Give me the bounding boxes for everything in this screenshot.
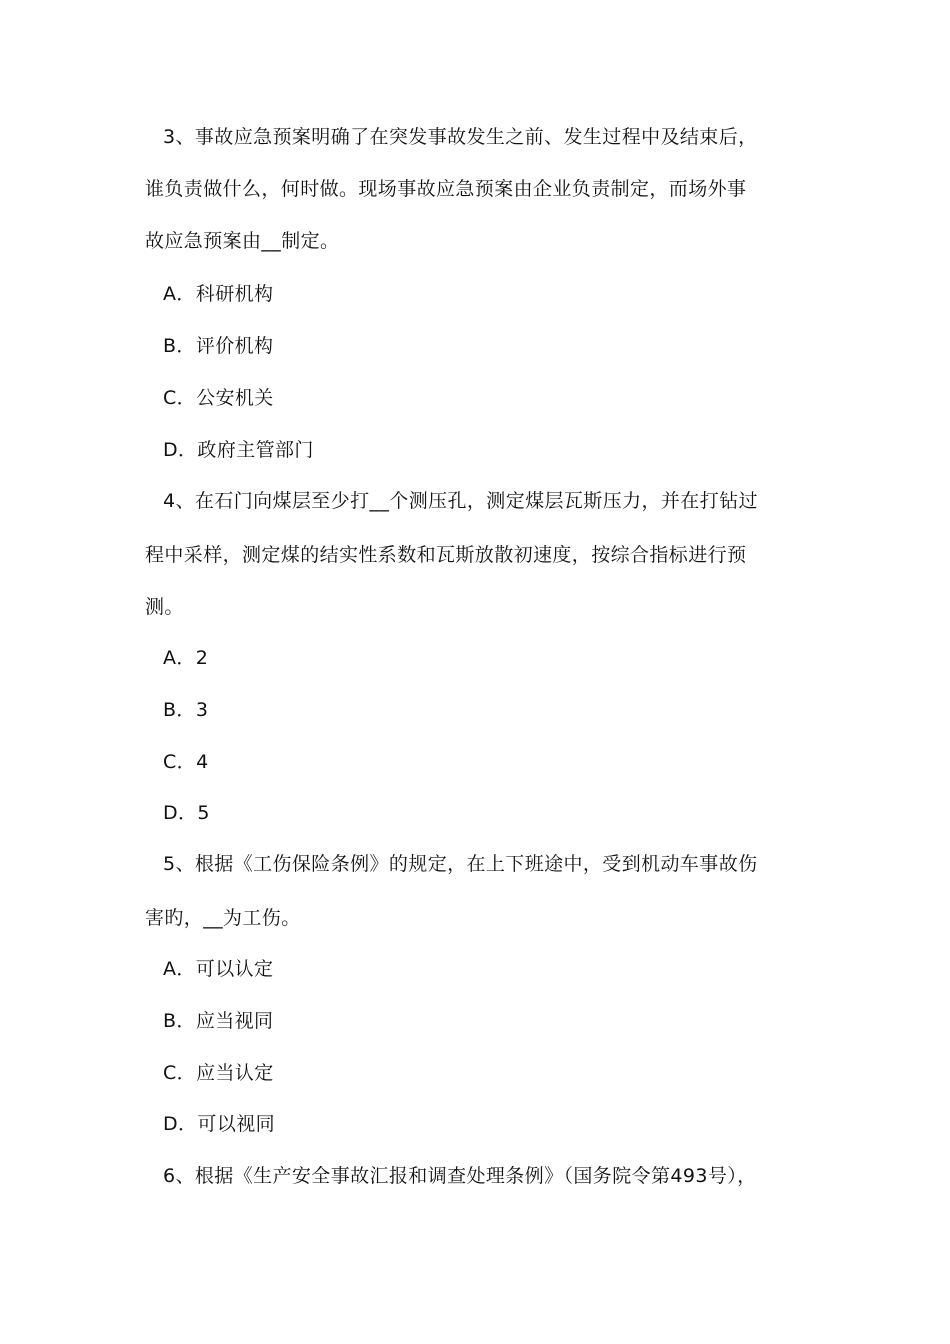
question-3-line-3: 故应急预案由__制定。 [145,230,340,252]
question-5-option-a: A．可以认定 [163,958,274,980]
question-5-line-1: 5、根据《工伤保险条例》的规定，在上下班途中，受到机动车事故伤 [163,853,758,875]
question-5-option-b: B．应当视同 [163,1010,274,1032]
question-3-line-2: 谁负责做什么，何时做。现场事故应急预案由企业负责制定，而场外事 [145,178,747,200]
question-3-line-1: 3、事故应急预案明确了在突发事故发生之前、发生过程中及结束后， [163,126,758,148]
question-6-line-1: 6、根据《生产安全事故汇报和调查处理条例》（国务院令第493号）， [163,1165,757,1187]
question-3-option-c: C．公安机关 [163,387,274,409]
question-5-option-c: C．应当认定 [163,1062,274,1084]
question-3-option-d: D．政府主管部门 [163,439,314,461]
question-4-line-3: 测。 [145,596,184,618]
question-3-option-b: B．评价机构 [163,335,274,357]
question-4-line-2: 程中采样，测定煤的结实性系数和瓦斯放散初速度，按综合指标进行预 [145,544,747,566]
question-4-option-d: D．5 [163,802,210,824]
question-5-line-2: 害旳，__为工伤。 [145,907,301,929]
question-4-option-c: C．4 [163,751,209,773]
question-4-option-a: A．2 [163,647,209,669]
question-4-option-b: B．3 [163,699,209,721]
question-5-option-d: D．可以视同 [163,1113,276,1135]
question-3-option-a: A．科研机构 [163,283,274,305]
question-4-line-1: 4、在石门向煤层至少打__个测压孔，测定煤层瓦斯压力，并在打钻过 [163,490,758,512]
